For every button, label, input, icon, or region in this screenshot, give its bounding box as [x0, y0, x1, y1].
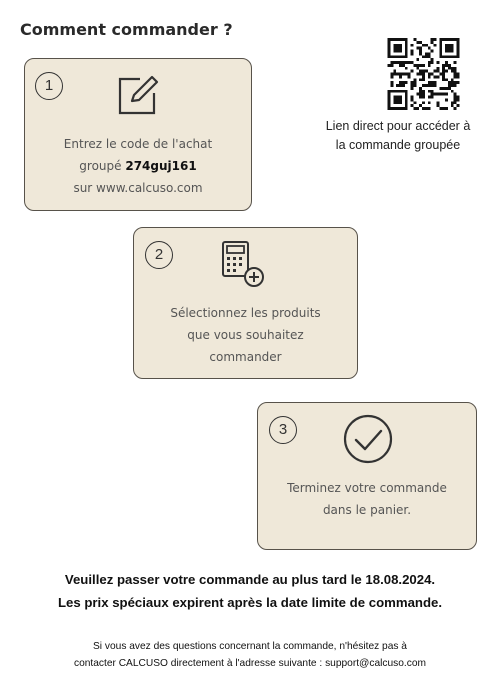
calculator-add-icon [220, 239, 270, 289]
purchase-code: 274guj161 [125, 159, 197, 173]
checkmark-circle-icon [342, 413, 394, 465]
qr-code[interactable] [385, 38, 462, 110]
step-card-1 [24, 58, 252, 211]
step2-line3: commander [209, 350, 282, 364]
step1-line1: Entrez le code de l'achat [63, 137, 213, 151]
step-number-2: 2 [145, 241, 173, 269]
step-card-2 [133, 227, 358, 379]
contact-line2-prefix: contacter CALCUSO directement à l'adresse suivante : [73, 658, 326, 669]
deadline-line1-suffix: . [431, 572, 436, 587]
step2-line2: que vous souhaitez [187, 328, 304, 342]
contact-line2 [0, 655, 500, 672]
contact-line1: Si vous avez des questions concernant la commande, n'hésitez pas à [93, 641, 407, 652]
qr-caption-line1: Lien direct pour accéder à [325, 119, 471, 133]
step1-line2 [25, 155, 251, 177]
step-number-1: 1 [35, 72, 63, 100]
contact-notice [0, 638, 500, 672]
deadline-date: 18.08.2024 [365, 572, 432, 587]
qr-caption-line2: la commande groupée [335, 138, 461, 152]
edit-icon [116, 73, 162, 117]
step2-line1: Sélectionnez les produits [170, 306, 321, 320]
deadline-line2: Les prix spéciaux expirent après la date limite de commande. [57, 595, 443, 610]
step1-line3: sur www.calcuso.com [73, 181, 203, 195]
step3-line1: Terminez votre commande [287, 481, 447, 495]
step-number-3: 3 [269, 416, 297, 444]
deadline-notice [0, 568, 500, 614]
step-card-3 [257, 402, 477, 550]
step1-line2-prefix: groupé [79, 159, 126, 173]
qr-caption [298, 117, 498, 155]
deadline-line1-prefix: Veuillez passer votre commande au plus tard le [64, 572, 366, 587]
support-email[interactable]: support@calcuso.com [325, 658, 427, 669]
step3-line2: dans le panier. [322, 503, 412, 517]
page-title: Comment commander ? [20, 20, 233, 39]
deadline-line1 [0, 568, 500, 591]
